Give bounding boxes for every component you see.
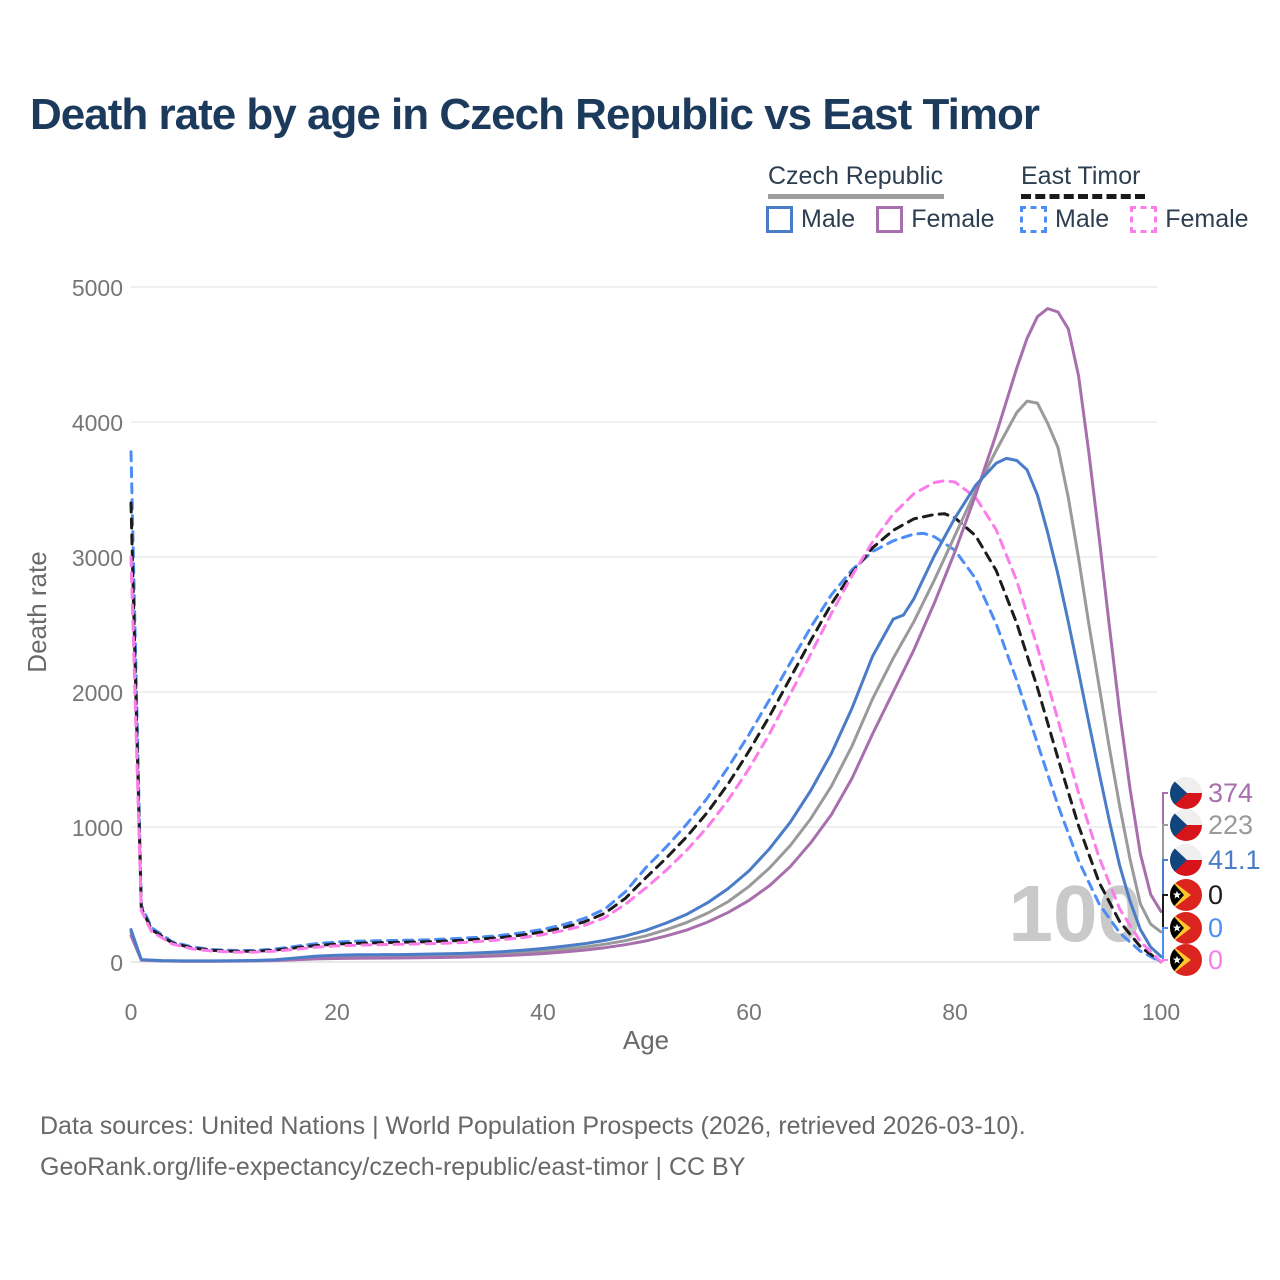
east-timor-flag-icon (1170, 879, 1202, 911)
y-tick-label-2000: 2000 (71, 680, 123, 706)
legend-item-label: Female (1165, 205, 1249, 233)
legend-item-label: Female (911, 205, 995, 233)
end-value-label-cz-male: 41.1 (1208, 845, 1261, 875)
east-timor-flag-icon (1170, 912, 1202, 944)
flag-icon (1170, 912, 1202, 944)
end-value-label-et-both: 0 (1208, 880, 1224, 910)
series-line-et-male[interactable] (131, 452, 1161, 962)
legend-item-label: Male (801, 205, 856, 233)
legend-group-label: Czech Republic (768, 162, 944, 190)
data-source-footer (40, 1106, 1026, 1188)
flag-icon (1170, 879, 1202, 911)
czech-republic-flag-icon (1170, 777, 1202, 809)
x-axis-title: Age (622, 1025, 670, 1055)
legend-group-label: East Timor (1021, 162, 1141, 190)
x-tick-label-80: 80 (942, 999, 968, 1025)
flag-icon (1170, 809, 1202, 841)
end-value-label-cz-both: 223 (1208, 810, 1254, 840)
y-tick-label-4000: 4000 (71, 410, 123, 436)
x-tick-label-60: 60 (736, 999, 762, 1025)
series-line-cz-female[interactable] (131, 309, 1161, 962)
end-value-label-et-female: 0 (1208, 945, 1224, 975)
end-label-leader-et-male (1163, 928, 1168, 962)
flag-icon (1170, 777, 1202, 809)
y-tick-label-1000: 1000 (71, 815, 123, 841)
x-tick-label-40: 40 (530, 999, 556, 1025)
y-tick-label-5000: 5000 (71, 275, 123, 301)
legend-item-label: Male (1055, 205, 1110, 233)
czech-republic-flag-icon (1170, 809, 1202, 841)
series-line-cz-male[interactable] (131, 458, 1161, 961)
czech-republic-flag-icon (1170, 844, 1202, 876)
flag-icon (1170, 944, 1202, 976)
chart-title: Death rate by age in Czech Republic vs East Timor (30, 90, 1039, 139)
y-tick-label-0: 0 (110, 950, 123, 976)
end-value-label-cz-female: 374 (1208, 778, 1254, 808)
y-axis-title: Death rate (22, 551, 52, 673)
flag-icon (1170, 844, 1202, 876)
footer-line-2: GeoRank.org/life-expectancy/czech-republic/east-timor | CC BY (40, 1153, 746, 1181)
x-tick-label-0: 0 (124, 999, 138, 1025)
age-watermark: 100 (1008, 869, 1142, 958)
footer-line-1: Data sources: United Nations | World Population Prospects (2026, retrieved 2026-03-10). (40, 1112, 1026, 1140)
series-line-et-female[interactable] (131, 481, 1161, 962)
x-tick-label-20: 20 (324, 999, 350, 1025)
end-value-label-et-male: 0 (1208, 913, 1224, 943)
x-tick-label-100: 100 (1141, 999, 1181, 1025)
end-label-leader-et-female (1163, 960, 1168, 962)
series-line-et-both[interactable] (131, 503, 1161, 962)
east-timor-flag-icon (1170, 944, 1202, 976)
y-tick-label-3000: 3000 (71, 545, 123, 571)
